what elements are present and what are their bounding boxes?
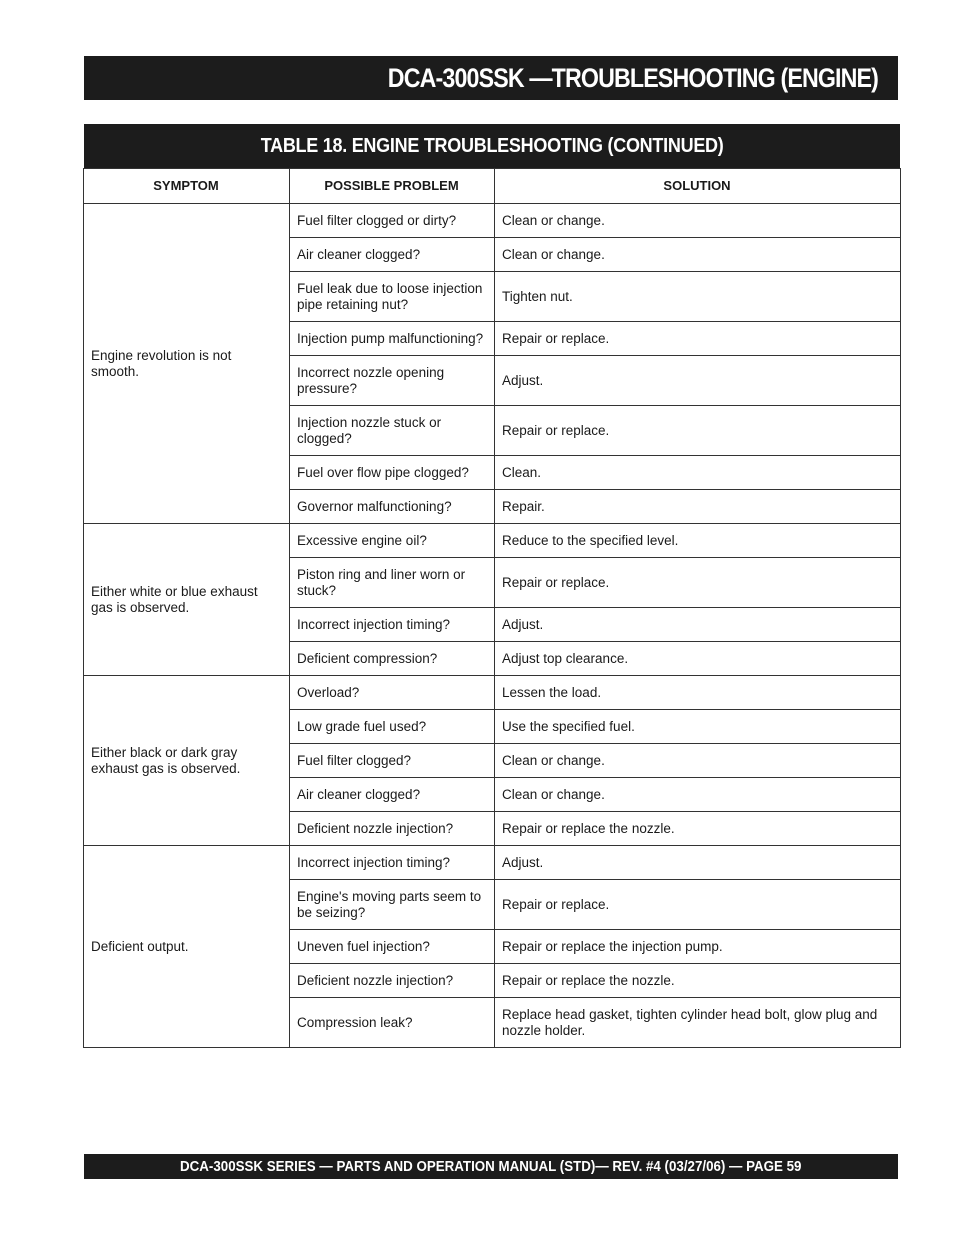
solution-cell: Repair or replace. — [495, 558, 901, 608]
symptom-cell: Either white or blue exhaust gas is observed. — [84, 524, 290, 676]
problem-cell: Incorrect injection timing? — [290, 608, 495, 642]
table-row — [84, 204, 901, 238]
troubleshooting-table — [83, 168, 901, 1048]
problem-cell: Fuel filter clogged or dirty? — [290, 204, 495, 238]
problem-cell: Overload? — [290, 676, 495, 710]
problem-cell: Deficient nozzle injection? — [290, 964, 495, 998]
solution-cell: Clean or change. — [495, 778, 901, 812]
solution-cell: Use the specified fuel. — [495, 710, 901, 744]
solution-cell: Tighten nut. — [495, 272, 901, 322]
symptom-cell: Deficient output. — [84, 846, 290, 1048]
table-body — [84, 204, 901, 1048]
solution-cell: Repair or replace. — [495, 880, 901, 930]
column-header-symptom: SYMPTOM — [84, 169, 290, 204]
problem-cell: Air cleaner clogged? — [290, 238, 495, 272]
problem-cell: Governor malfunctioning? — [290, 490, 495, 524]
problem-cell: Compression leak? — [290, 998, 495, 1048]
symptom-cell: Engine revolution is not smooth. — [84, 204, 290, 524]
problem-cell: Injection pump malfunctioning? — [290, 322, 495, 356]
problem-cell: Fuel over flow pipe clogged? — [290, 456, 495, 490]
column-header-problem: POSSIBLE PROBLEM — [290, 169, 495, 204]
symptom-cell: Either black or dark gray exhaust gas is observed. — [84, 676, 290, 846]
solution-cell: Reduce to the specified level. — [495, 524, 901, 558]
solution-cell: Clean or change. — [495, 238, 901, 272]
problem-cell: Deficient nozzle injection? — [290, 812, 495, 846]
table-caption — [84, 124, 900, 168]
table-title: TABLE 18. ENGINE TROUBLESHOOTING (CONTINUED) — [260, 134, 724, 157]
header-row — [84, 169, 901, 204]
page-title: DCA-300SSK —TROUBLESHOOTING (ENGINE) — [387, 62, 878, 93]
problem-cell: Excessive engine oil? — [290, 524, 495, 558]
table-row — [84, 846, 901, 880]
solution-cell: Clean or change. — [495, 204, 901, 238]
problem-cell: Fuel filter clogged? — [290, 744, 495, 778]
problem-cell: Incorrect nozzle opening pressure? — [290, 356, 495, 406]
solution-cell: Adjust. — [495, 846, 901, 880]
solution-cell: Clean. — [495, 456, 901, 490]
problem-cell: Air cleaner clogged? — [290, 778, 495, 812]
solution-cell: Replace head gasket, tighten cylinder head bolt, glow plug and nozzle holder. — [495, 998, 901, 1048]
problem-cell: Uneven fuel injection? — [290, 930, 495, 964]
problem-cell: Piston ring and liner worn or stuck? — [290, 558, 495, 608]
footer-text: DCA-300SSK SERIES — PARTS AND OPERATION MANUAL (STD)— REV. #4 (03/27/06) — PAGE 59 — [180, 1158, 802, 1175]
solution-cell: Repair or replace the injection pump. — [495, 930, 901, 964]
solution-cell: Repair or replace. — [495, 406, 901, 456]
problem-cell: Engine's moving parts seem to be seizing? — [290, 880, 495, 930]
page-header — [84, 56, 898, 100]
problem-cell: Incorrect injection timing? — [290, 846, 495, 880]
problem-cell: Low grade fuel used? — [290, 710, 495, 744]
table-row — [84, 524, 901, 558]
solution-cell: Clean or change. — [495, 744, 901, 778]
solution-cell: Adjust. — [495, 356, 901, 406]
solution-cell: Repair or replace. — [495, 322, 901, 356]
problem-cell: Injection nozzle stuck or clogged? — [290, 406, 495, 456]
solution-cell: Repair. — [495, 490, 901, 524]
solution-cell: Lessen the load. — [495, 676, 901, 710]
solution-cell: Repair or replace the nozzle. — [495, 812, 901, 846]
problem-cell: Fuel leak due to loose injection pipe retaining nut? — [290, 272, 495, 322]
solution-cell: Adjust. — [495, 608, 901, 642]
solution-cell: Repair or replace the nozzle. — [495, 964, 901, 998]
solution-cell: Adjust top clearance. — [495, 642, 901, 676]
page-footer — [84, 1154, 898, 1179]
table-row — [84, 676, 901, 710]
column-header-solution: SOLUTION — [495, 169, 901, 204]
problem-cell: Deficient compression? — [290, 642, 495, 676]
